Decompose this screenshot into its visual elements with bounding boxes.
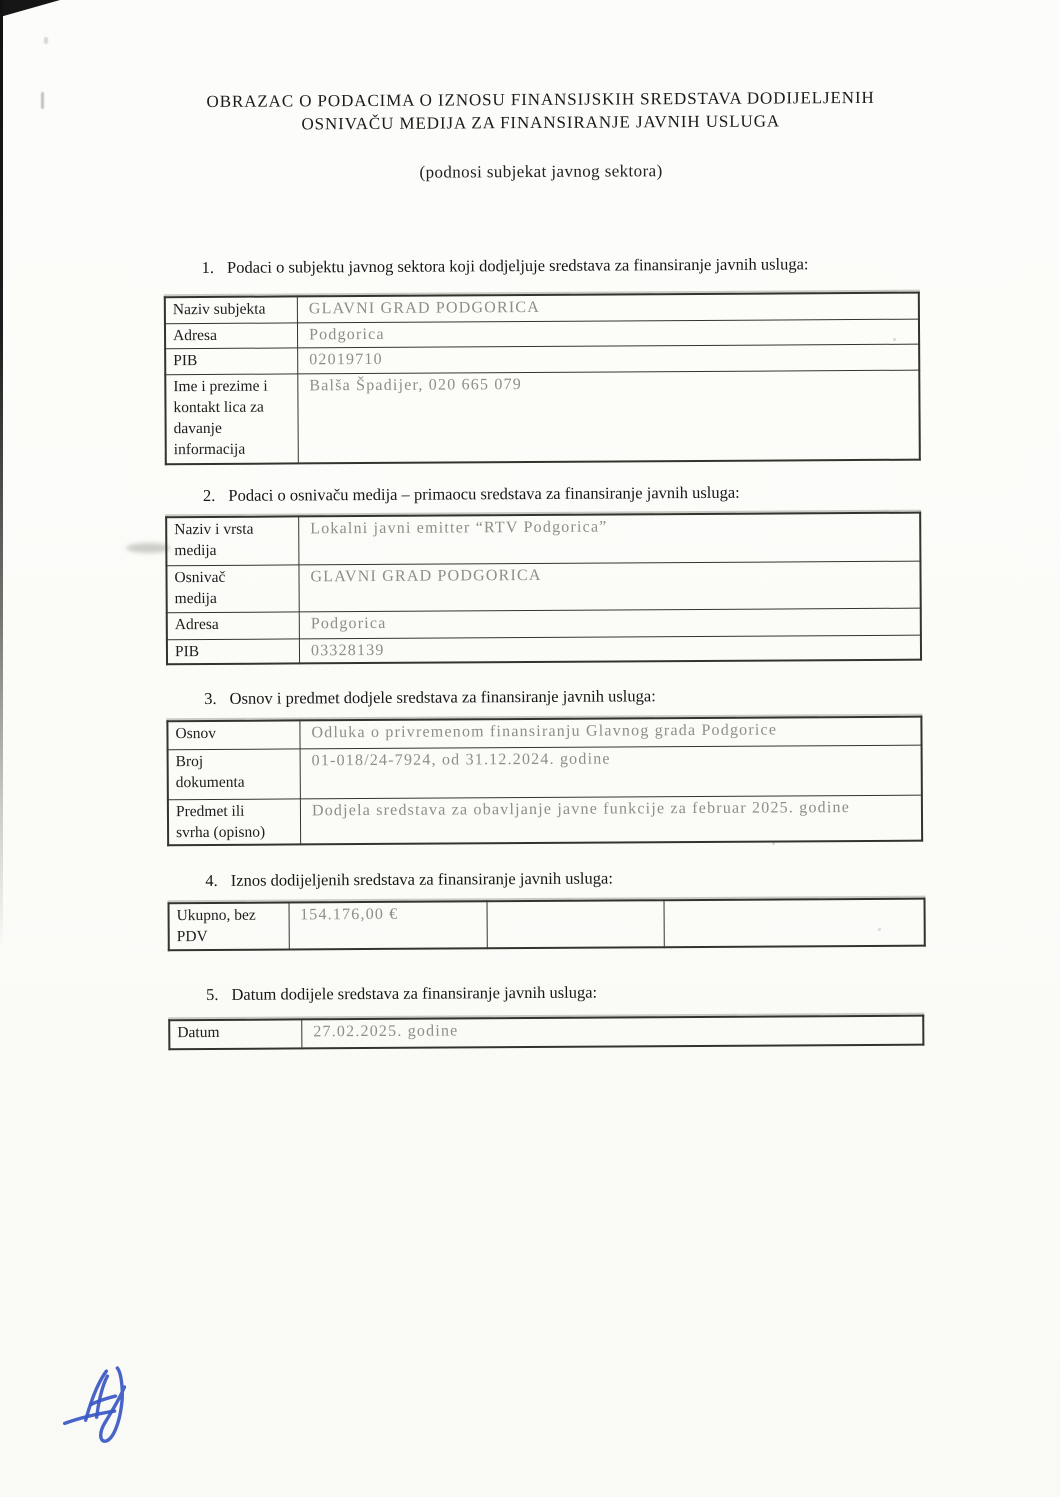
title-line-1: OBRAZAC O PODACIMA O IZNOSU FINANSIJSKIH SREDSTAVA DODIJELJENIH xyxy=(206,87,875,111)
field-label-naziv-vrsta-medija: Naziv i vrsta medija xyxy=(166,516,299,565)
signature-scribble xyxy=(60,1354,161,1460)
document-title xyxy=(41,85,1041,137)
section-1-heading-text: Podaci o subjektu javnog sektora koji dodjeljuje sredstava za finansiranje javnih usluga: xyxy=(226,254,809,277)
field-value-kontakt-lice: Balša Špadijer, 020 665 079 xyxy=(298,370,920,463)
section-4-heading xyxy=(205,869,613,891)
title-line-2: OSNIVAČU MEDIJA ZA FINANSIRANJE JAVNIH USLUGA xyxy=(301,111,781,134)
section-4-heading-text: Iznos dodijeljenih sredstava za finansiranje javnih usluga: xyxy=(230,868,613,890)
empty-cell xyxy=(487,900,664,948)
section-1-table xyxy=(164,292,921,466)
field-value-adresa-medija: Podgorica xyxy=(299,608,921,639)
table-row xyxy=(167,717,921,750)
section-2-heading-text: Podaci o osnivaču medija – primaocu sredstava za finansiranje javnih usluga: xyxy=(228,482,740,505)
table-row xyxy=(169,899,925,951)
field-label-pib-medija: PIB xyxy=(167,639,300,664)
field-label-adresa: Adresa xyxy=(165,323,298,349)
section-1-heading xyxy=(202,254,809,278)
section-4-table xyxy=(168,898,926,952)
table-row xyxy=(166,561,920,613)
document-subtitle: (podnosi subjekat javnog sektora) xyxy=(419,161,663,182)
field-label-kontakt-lice: Ime i prezime i kontakt lica za davanje informacija xyxy=(165,374,298,464)
section-2-heading xyxy=(203,483,740,506)
field-value-predmet-svrha: Dodjela sredstava za obavljanje javne funkcije za februar 2025. godine xyxy=(300,795,922,844)
field-value-ukupno-bez-pdv: 154.176,00 € xyxy=(289,901,487,949)
section-3-table xyxy=(166,716,923,847)
field-label-ukupno-bez-pdv: Ukupno, bez PDV xyxy=(169,902,289,950)
table-row xyxy=(168,745,922,800)
empty-cell xyxy=(664,899,925,948)
field-label-datum: Datum xyxy=(169,1019,302,1049)
field-label-predmet-svrha: Predmet ili svrha (opisno) xyxy=(168,799,301,845)
table-row xyxy=(165,370,920,464)
section-5-number: 5. xyxy=(206,984,219,1004)
section-5-heading xyxy=(206,983,597,1005)
field-label-osnov: Osnov xyxy=(167,720,300,749)
section-5-heading-text: Datum dodijele sredstava za finansiranje javnih usluga: xyxy=(231,982,598,1004)
field-label-osnivac-medija: Osnivač medija xyxy=(166,565,299,613)
section-3-heading-text: Osnov i predmet dodjele sredstava za finansiranje javnih usluga: xyxy=(229,686,656,708)
table-row xyxy=(167,635,921,664)
field-value-pib-medija: 03328139 xyxy=(299,635,921,663)
field-value-pib: 02019710 xyxy=(298,344,920,374)
field-value-naziv-subjekta: GLAVNI GRAD PODGORICA xyxy=(297,293,919,323)
field-label-naziv-subjekta: Naziv subjekta xyxy=(165,296,298,323)
field-value-datum: 27.02.2025. godine xyxy=(302,1016,924,1049)
section-1-number: 1. xyxy=(201,257,215,278)
field-label-adresa-medija: Adresa xyxy=(167,612,300,640)
field-label-broj-dokumenta: Broj dokumenta xyxy=(168,749,301,800)
table-row xyxy=(168,795,922,845)
section-2-number: 2. xyxy=(202,485,216,506)
field-value-osnov: Odluka o privremenom finansiranju Glavnog grada Podgorice xyxy=(300,717,922,749)
table-row xyxy=(166,513,920,566)
field-value-osnivac-medija: GLAVNI GRAD PODGORICA xyxy=(299,561,921,612)
section-3-number: 3. xyxy=(204,688,217,709)
section-2-table xyxy=(165,512,922,666)
section-5-table xyxy=(168,1015,924,1051)
section-4-number: 4. xyxy=(205,870,218,890)
field-label-pib: PIB xyxy=(165,348,298,375)
section-3-heading xyxy=(204,686,656,709)
table-row xyxy=(169,1016,923,1050)
field-value-broj-dokumenta: 01-018/24-7924, od 31.12.2024. godine xyxy=(300,745,922,799)
field-value-naziv-vrsta-medija: Lokalni javni emitter “RTV Podgorica” xyxy=(299,513,921,565)
field-value-adresa: Podgorica xyxy=(297,319,919,348)
